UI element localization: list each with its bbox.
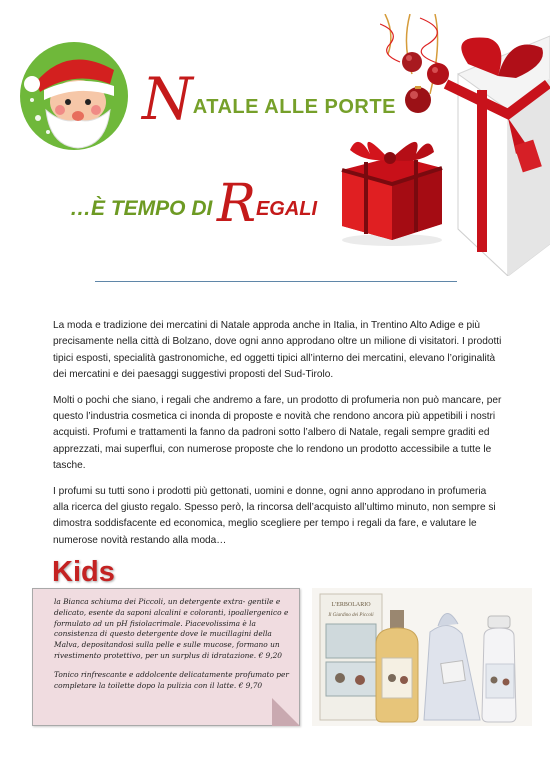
title-natale-alle-porte <box>142 65 396 133</box>
kids-description <box>54 597 294 699</box>
title-lead: …È TEMPO DI <box>70 197 213 220</box>
gift-box-icon <box>330 128 450 248</box>
article-paragraph: I profumi su tutti sono i prodotti più gettonati, uomini e donne, ogni anno approdano in profumeria alla ricerca del giusto regalo. Spesso però, la rincorsa dell’acquisto all’ultimo minuto, non sempre si dimostra soddisfacente ed economica, meglio scegliere per tempo i regali da fare, e valutare le numerose novità restando alla moda… <box>53 485 496 546</box>
product-box-sublabel: Il Giardino dei Piccoli <box>328 613 374 618</box>
title-text: EGALI <box>255 198 318 220</box>
article-paragraph: La moda e tradizione dei mercatini di Natale approda anche in Italia, in Trentino Alto Adige e più precisamente nella città di Bolzano, dove ogni anno approdano oltre un milione di visitatori. I prodotti tipici esposti, specialità gastronomiche, ed oggetti tipici all’interno dei mercatini, elevano l’originalità dei mercatini e dei paesaggi suggestivi proposti del Sud-Tirolo. <box>53 320 502 381</box>
divider-line <box>95 281 457 282</box>
kids-product-2: Tonico rinfrescante e addolcente delicatamente profumato per completare la toilette dopo la pulizia con il latte. € 9,70 <box>54 669 289 690</box>
santa-icon <box>18 40 130 152</box>
kids-heading: Kids <box>52 556 115 588</box>
article-paragraph: Molti o pochi che siano, i regali che andremo a fare, un prodotto di profumeria non può mancare, per questo l’industria cosmetica ci inonda di proposte e novità che rendono ancora più appetibili i nostri acquisti. Profumi e trattamenti la fanno da padroni sotto l’albero di Natale, regali sempre graditi ed apprezzati, mai superflui, con numerose proposte che lo rendono un prodotto accessibile a tutte le tasche. <box>53 394 502 472</box>
kids-product-1: la Bianca schiuma dei Piccoli, un detergente extra- gentile e delicato, esente da saponi alcalini e coloranti, ipoallergenico e formulato ad un pH fisiolacrimale. Piacevolissima è la consistenza di questo detergente dove le mucillagini della Malva, depositandosi sulla pelle e sulle mucose, formano un rivestimento protettivo, per un surplus di idratazione. € 9,20 <box>54 597 289 660</box>
product-photo <box>312 588 532 726</box>
title-text: ATALE ALLE PORTE <box>192 96 396 118</box>
title-tempo-di-regali <box>70 174 318 234</box>
gift-box-icon <box>438 14 550 276</box>
article-body <box>53 318 503 558</box>
kids-note-fold <box>272 698 300 726</box>
title-initial: R <box>216 174 256 234</box>
title-initial: N <box>142 65 193 133</box>
product-box-label: L'ERBOLARIO <box>331 602 371 608</box>
